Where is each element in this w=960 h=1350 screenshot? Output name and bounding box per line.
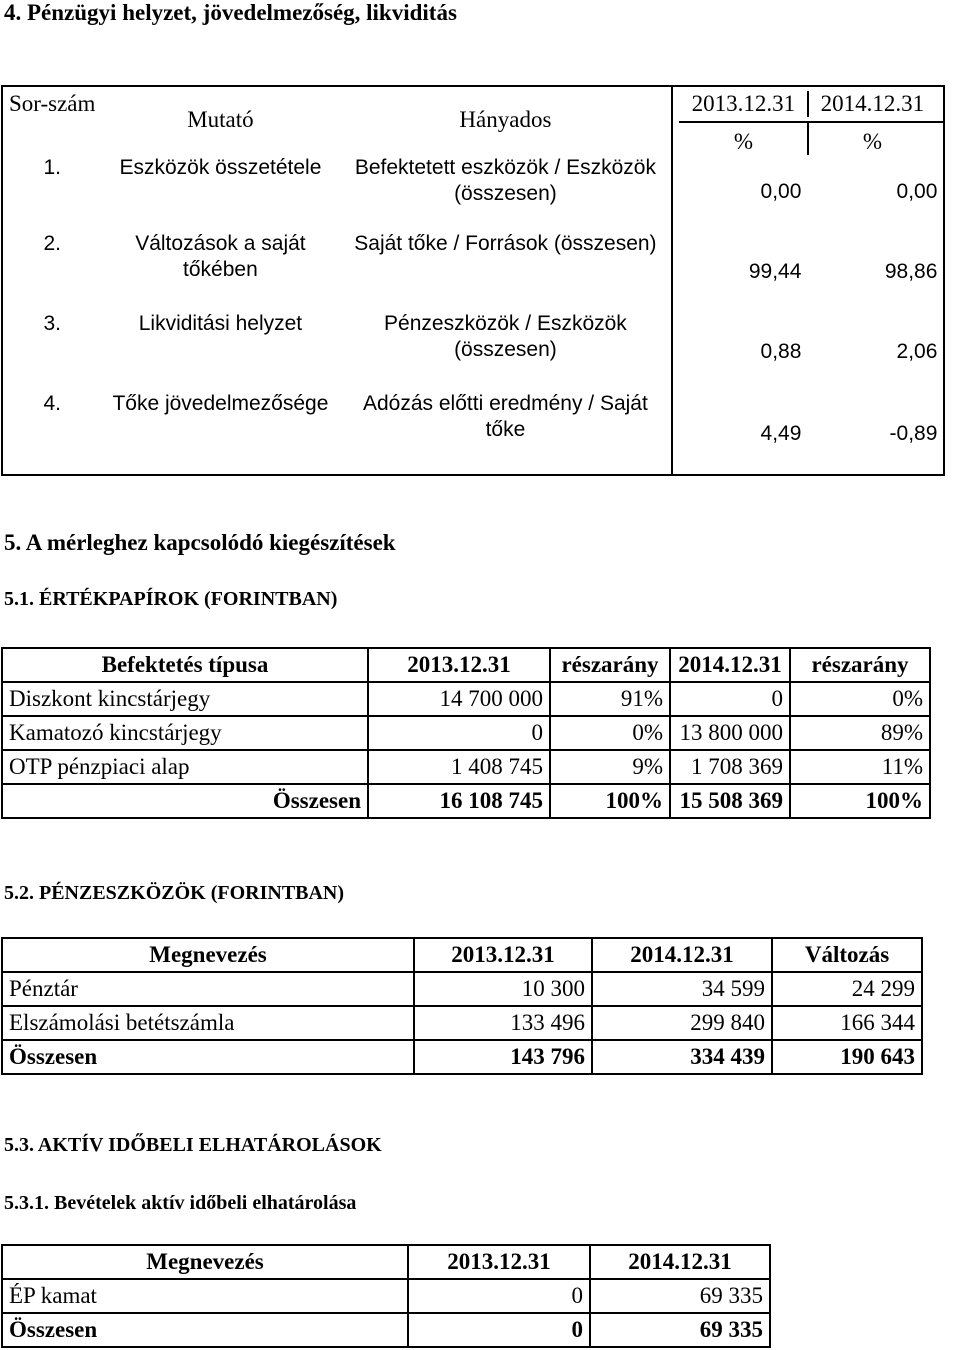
cell: 10 300 — [414, 972, 592, 1006]
securities-table — [1, 647, 931, 819]
value-2013: 99,44 — [748, 260, 802, 283]
value-2014: 2,06 — [896, 340, 938, 363]
cell: 91% — [550, 682, 670, 716]
cell: Pénztár — [2, 972, 414, 1006]
cell: 16 108 745 — [368, 784, 550, 818]
cell: Diszkont kincstárjegy — [2, 682, 368, 716]
cell: 69 335 — [590, 1313, 770, 1347]
cell: 13 800 000 — [670, 716, 790, 750]
header-hanyados: Hányados — [459, 107, 552, 132]
cell: ÉP kamat — [2, 1279, 408, 1313]
cell: 190 643 — [772, 1040, 922, 1074]
row-name: Változások a saját tőkében — [135, 232, 306, 281]
header-cell: részarány — [790, 648, 930, 682]
header-sorszam: Sor-szám — [9, 91, 96, 116]
header-cell: Befektetés típusa — [2, 648, 368, 682]
table-row — [2, 972, 922, 1006]
cell: 166 344 — [772, 1006, 922, 1040]
cell: 15 508 369 — [670, 784, 790, 818]
cell: 24 299 — [772, 972, 922, 1006]
header-cell: részarány — [550, 648, 670, 682]
cell: 0% — [790, 682, 930, 716]
cell: 14 700 000 — [368, 682, 550, 716]
accrued-income-table — [1, 1244, 771, 1348]
row-ratio: Pénzeszközök / Eszközök (összesen) — [384, 312, 627, 361]
section-4-title: 4. Pénzügyi helyzet, jövedelmezőség, likviditás — [4, 0, 457, 25]
section-5-title: 5. A mérleghez kapcsolódó kiegészítések — [4, 530, 396, 555]
cell: 0% — [550, 716, 670, 750]
table-row — [2, 1006, 922, 1040]
header-2013: 2013.12.31 — [679, 91, 809, 117]
value-2013: 0,00 — [760, 180, 802, 203]
header-2014: 2014.12.31 — [820, 91, 925, 116]
table-total-row — [2, 1313, 770, 1347]
cell: 334 439 — [592, 1040, 772, 1074]
value-2013: 4,49 — [760, 422, 802, 445]
table-row — [2, 716, 930, 750]
header-cell: Megnevezés — [2, 1245, 408, 1279]
header-cell: 2013.12.31 — [414, 938, 592, 972]
row-number: 4. — [43, 392, 61, 415]
section-5-3-title: 5.3. AKTÍV IDŐBELI ELHATÁROLÁSOK — [4, 1134, 382, 1156]
value-2014: -0,89 — [889, 422, 938, 445]
row-name: Tőke jövedelmezősége — [112, 392, 329, 415]
table-total-row — [2, 1040, 922, 1074]
row-ratio: Befektetett eszközök / Eszközök (összesen) — [354, 156, 656, 205]
table-header-row — [2, 648, 930, 682]
cell: 100% — [790, 784, 930, 818]
header-mutato: Mutató — [187, 107, 254, 132]
row-name: Likviditási helyzet — [138, 312, 303, 335]
header-cell: 2014.12.31 — [670, 648, 790, 682]
header-cell: 2013.12.31 — [408, 1245, 590, 1279]
header-years — [672, 86, 944, 155]
cell: 11% — [790, 750, 930, 784]
cell: 133 496 — [414, 1006, 592, 1040]
table-row — [2, 155, 944, 231]
row-name: Eszközök összetétele — [119, 156, 322, 179]
table-row — [2, 750, 930, 784]
value-2014: 98,86 — [884, 260, 938, 283]
cell: 100% — [550, 784, 670, 818]
value-2013: 0,88 — [760, 340, 802, 363]
cell: Elszámolási betétszámla — [2, 1006, 414, 1040]
cell: 299 840 — [592, 1006, 772, 1040]
section-5-3-1-title: 5.3.1. Bevételek aktív időbeli elhatárolása — [4, 1192, 357, 1214]
table-header-row — [2, 938, 922, 972]
header-cell: 2014.12.31 — [592, 938, 772, 972]
section-5-2-title: 5.2. PÉNZESZKÖZÖK (FORINTBAN) — [4, 882, 345, 904]
cell: Összesen — [2, 1313, 408, 1347]
cell: 34 599 — [592, 972, 772, 1006]
cell: Összesen — [2, 1040, 414, 1074]
header-cell: 2013.12.31 — [368, 648, 550, 682]
cell: 0 — [408, 1313, 590, 1347]
row-number: 2. — [43, 232, 61, 255]
header-pct-2013: % — [679, 123, 809, 155]
header-pct-2014: % — [862, 129, 882, 154]
cell: 69 335 — [590, 1279, 770, 1313]
value-2014: 0,00 — [896, 180, 938, 203]
table-row — [2, 682, 930, 716]
cell: 89% — [790, 716, 930, 750]
section-5-1-title: 5.1. ÉRTÉKPAPÍROK (FORINTBAN) — [4, 588, 338, 610]
cell: 0 — [368, 716, 550, 750]
table-row — [2, 391, 944, 475]
table-row — [2, 1279, 770, 1313]
row-ratio: Adózás előtti eredmény / Saját tőke — [363, 392, 648, 441]
row-number: 1. — [43, 156, 61, 179]
table-header-row — [2, 1245, 770, 1279]
cell: OTP pénzpiaci alap — [2, 750, 368, 784]
cell: 1 708 369 — [670, 750, 790, 784]
cell: 0 — [408, 1279, 590, 1313]
cell: 9% — [550, 750, 670, 784]
header-cell: Megnevezés — [2, 938, 414, 972]
cell: Összesen — [2, 784, 368, 818]
cash-table — [1, 937, 923, 1075]
header-cell: Változás — [772, 938, 922, 972]
cell: 0 — [670, 682, 790, 716]
table-total-row — [2, 784, 930, 818]
row-ratio: Saját tőke / Források (összesen) — [354, 232, 657, 255]
row-number: 3. — [43, 312, 61, 335]
table-row — [2, 231, 944, 311]
header-cell: 2014.12.31 — [590, 1245, 770, 1279]
cell: Kamatozó kincstárjegy — [2, 716, 368, 750]
financial-ratios-table — [1, 85, 945, 476]
cell: 143 796 — [414, 1040, 592, 1074]
cell: 1 408 745 — [368, 750, 550, 784]
table-row — [2, 311, 944, 391]
